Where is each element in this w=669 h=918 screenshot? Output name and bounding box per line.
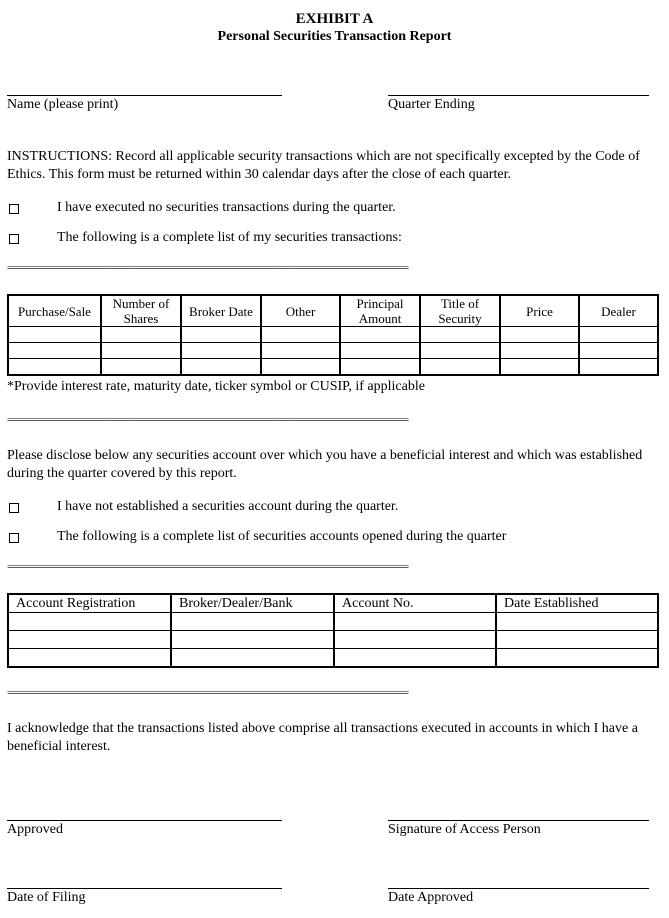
column-header: Principal Amount	[340, 295, 420, 327]
table-cell[interactable]	[8, 343, 101, 359]
separator-line: =======================================================================================	[7, 263, 408, 273]
table-cell[interactable]	[420, 359, 500, 376]
table-cell[interactable]	[181, 343, 261, 359]
exhibit-label: EXHIBIT A	[295, 11, 374, 27]
table-cell[interactable]	[334, 649, 496, 668]
table-cell[interactable]	[579, 343, 658, 359]
column-header: Other	[261, 295, 340, 327]
transactions-list-label: The following is a complete list of my securities transactions:	[57, 230, 402, 245]
table-cell[interactable]	[334, 631, 496, 649]
table-cell[interactable]	[261, 343, 340, 359]
instructions-text: INSTRUCTIONS: Record all applicable security transactions which are not specifically excepted by the Code of Ethics. This form must be returned within 30 calendar days after the close of each quarter.	[7, 149, 640, 182]
table-cell[interactable]	[101, 359, 181, 376]
column-header: Price	[500, 295, 579, 327]
signature-label: Signature of Access Person	[388, 822, 541, 837]
column-header: Date Established	[496, 594, 658, 613]
table-cell[interactable]	[101, 327, 181, 343]
column-header: Purchase/Sale	[8, 295, 101, 327]
date-filing-label: Date of Filing	[7, 890, 86, 905]
transactions-table	[7, 294, 659, 376]
table-cell[interactable]	[171, 613, 334, 631]
column-header: Account Registration	[8, 594, 171, 613]
table-cell[interactable]	[261, 327, 340, 343]
name-field-line[interactable]	[7, 95, 282, 96]
date-filing-field-line[interactable]	[7, 888, 282, 889]
signature-field-line[interactable]	[388, 820, 649, 821]
table-cell[interactable]	[181, 359, 261, 376]
transactions-header-row	[8, 295, 658, 327]
table-cell[interactable]	[500, 327, 579, 343]
separator-line: =======================================================================================	[7, 562, 408, 572]
table-cell[interactable]	[340, 359, 420, 376]
acknowledgement-text: I acknowledge that the transactions listed above comprise all transactions executed in accounts in which I have a beneficial interest.	[7, 721, 638, 754]
table-cell[interactable]	[500, 359, 579, 376]
table-row	[8, 359, 658, 376]
accounts-list-label: The following is a complete list of securities accounts opened during the quarter	[57, 529, 507, 544]
column-header: Number of Shares	[101, 295, 181, 327]
table-cell[interactable]	[8, 327, 101, 343]
table-cell[interactable]	[171, 631, 334, 649]
transactions-list-checkbox[interactable]	[9, 234, 19, 244]
table-cell[interactable]	[261, 359, 340, 376]
column-header: Broker Date	[181, 295, 261, 327]
quarter-ending-field-line[interactable]	[388, 95, 649, 96]
table-row	[8, 343, 658, 359]
table-cell[interactable]	[420, 327, 500, 343]
accounts-list-checkbox[interactable]	[9, 533, 19, 543]
table-cell[interactable]	[420, 343, 500, 359]
table-cell[interactable]	[500, 343, 579, 359]
table-row	[8, 649, 658, 668]
approved-label: Approved	[7, 822, 63, 837]
approved-field-line[interactable]	[7, 820, 282, 821]
accounts-intro-text: Please disclose below any securities account over which you have a beneficial interest and which was established during the quarter covered by this report.	[7, 448, 643, 481]
table-cell[interactable]	[579, 359, 658, 376]
column-header: Title of Security	[420, 295, 500, 327]
table-cell[interactable]	[340, 327, 420, 343]
column-header: Account No.	[334, 594, 496, 613]
table-row	[8, 327, 658, 343]
table-cell[interactable]	[8, 613, 171, 631]
no-accounts-checkbox[interactable]	[9, 503, 19, 513]
column-header: Broker/Dealer/Bank	[171, 594, 334, 613]
table-cell[interactable]	[8, 631, 171, 649]
footnote: *Provide interest rate, maturity date, ticker symbol or CUSIP, if applicable	[7, 379, 425, 394]
table-cell[interactable]	[8, 649, 171, 668]
quarter-ending-label: Quarter Ending	[388, 97, 475, 112]
column-header: Dealer	[579, 295, 658, 327]
date-approved-field-line[interactable]	[388, 888, 649, 889]
table-cell[interactable]	[496, 649, 658, 668]
name-label: Name (please print)	[7, 97, 119, 112]
table-cell[interactable]	[579, 327, 658, 343]
separator-line: =======================================================================================	[7, 415, 408, 425]
table-cell[interactable]	[340, 343, 420, 359]
table-cell[interactable]	[496, 613, 658, 631]
no-transactions-label: I have executed no securities transactions during the quarter.	[57, 200, 396, 215]
accounts-header-row	[8, 594, 658, 613]
separator-line: =======================================================================================	[7, 688, 408, 698]
table-cell[interactable]	[171, 649, 334, 668]
accounts-table	[7, 593, 659, 668]
table-cell[interactable]	[496, 631, 658, 649]
table-row	[8, 631, 658, 649]
table-cell[interactable]	[181, 327, 261, 343]
table-cell[interactable]	[101, 343, 181, 359]
table-cell[interactable]	[8, 359, 101, 376]
no-transactions-checkbox[interactable]	[9, 204, 19, 214]
table-row	[8, 613, 658, 631]
no-accounts-label: I have not established a securities account during the quarter.	[57, 499, 399, 514]
table-cell[interactable]	[334, 613, 496, 631]
page-title: Personal Securities Transaction Report	[217, 29, 452, 44]
date-approved-label: Date Approved	[388, 890, 474, 905]
